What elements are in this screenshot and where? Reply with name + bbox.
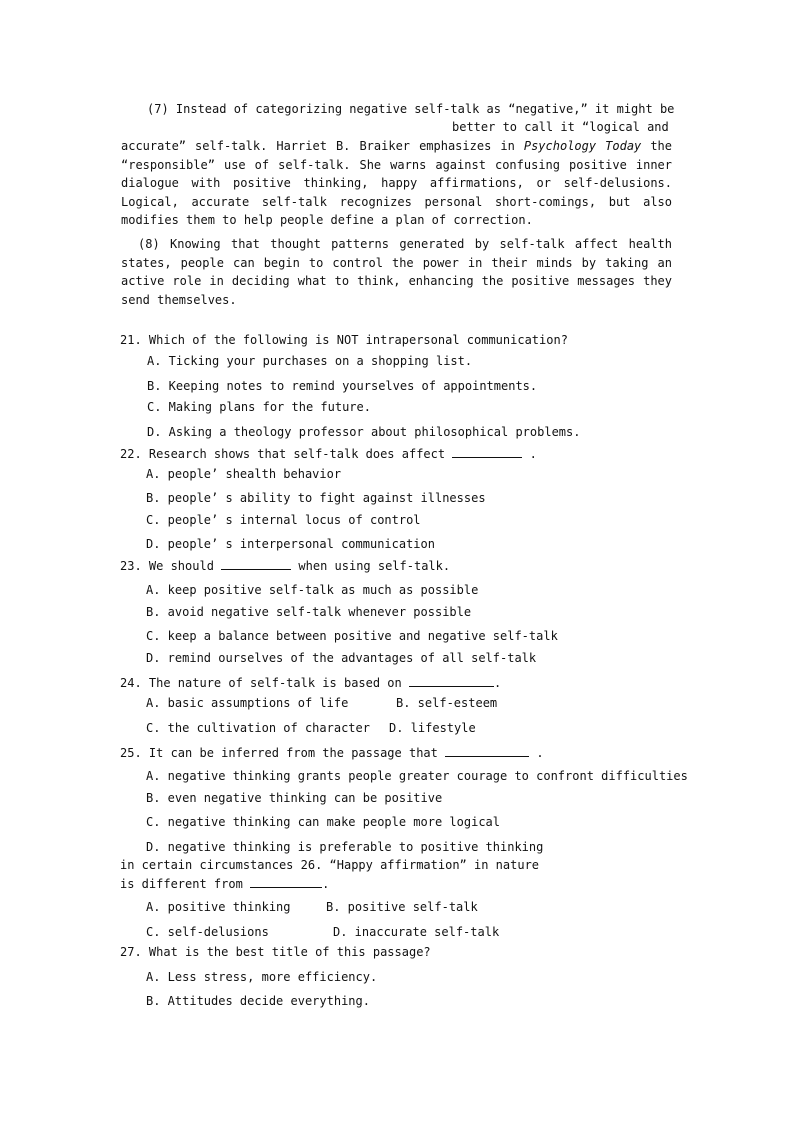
- question-21-option-d: D. Asking a theology professor about philosophical problems.: [147, 425, 581, 439]
- question-25-stem-end: .: [536, 746, 544, 760]
- question-27-option-a: A. Less stress, more efficiency.: [146, 970, 378, 984]
- question-22-stem-text: 22. Research shows that self-talk does affect: [120, 447, 446, 461]
- question-26-option-d: D. inaccurate self-talk: [333, 925, 500, 939]
- paragraph-7-text-a: accurate” self-talk. Harriet B. Braiker emphasizes in: [121, 139, 515, 153]
- question-27-stem: 27. What is the best title of this passage?: [120, 945, 431, 959]
- paragraph-7-text-b: the “responsible” use of self-talk. She warns against confusing positive inner dialogue with positive thinking, happy affirmations, or self-delusions. Logical, accurate self-talk recognizes personal short-comings, but also modifies them to help people define a plan of correction.: [121, 139, 673, 228]
- question-22-stem: [120, 445, 537, 462]
- question-24-option-b: B. self-esteem: [396, 696, 498, 710]
- question-26-stem-continued: [120, 875, 329, 892]
- paragraph-7-lead: (7) Instead of categorizing negative self-talk as “negative,” it might be: [147, 102, 675, 116]
- question-22-option-b: B. people’ s ability to fight against illnesses: [146, 491, 486, 505]
- question-25-stem: [120, 744, 544, 761]
- question-24-stem-text: 24. The nature of self-talk is based on: [120, 676, 402, 690]
- question-26-option-b: B. positive self-talk: [326, 900, 478, 914]
- question-23-option-b: B. avoid negative self-talk whenever possible: [146, 605, 472, 619]
- question-21-option-b: B. Keeping notes to remind yourselves of appointments.: [147, 379, 538, 393]
- paragraph-7-body: [121, 137, 672, 230]
- question-25-option-d: D. negative thinking is preferable to positive thinking: [146, 840, 544, 854]
- answer-blank: [221, 557, 291, 570]
- question-23-option-c: C. keep a balance between positive and negative self-talk: [146, 629, 558, 643]
- paragraph-8: (8) Knowing that thought patterns generated by self-talk affect health states, people can begin to control the power in their minds by taking an active role in deciding what to think, enhancing the positive messages they send themselves.: [121, 237, 672, 307]
- question-23-stem-text: 23. We should: [120, 559, 214, 573]
- question-26-option-c: C. self-delusions: [146, 925, 269, 939]
- question-25-stem-text: 25. It can be inferred from the passage that: [120, 746, 438, 760]
- question-25-option-a: A. negative thinking grants people greater courage to confront difficulties: [146, 769, 688, 783]
- question-22-option-c: C. people’ s internal locus of control: [146, 513, 421, 527]
- question-23-option-d: D. remind ourselves of the advantages of all self-talk: [146, 651, 537, 665]
- question-21-stem: 21. Which of the following is NOT intrapersonal communication?: [120, 333, 568, 347]
- question-24-option-a: A. basic assumptions of life: [146, 696, 349, 710]
- question-25-option-d-continued: in certain circumstances 26. “Happy affirmation” in nature: [120, 858, 540, 872]
- question-21-option-c: C. Making plans for the future.: [147, 400, 371, 414]
- question-23-option-a: A. keep positive self-talk as much as possible: [146, 583, 479, 597]
- question-26-stem-text: is different from: [120, 877, 243, 891]
- question-24-stem-end: .: [494, 676, 502, 690]
- question-26-stem-end: .: [322, 877, 330, 891]
- question-24-stem: [120, 674, 501, 691]
- question-22-option-a: A. people’ shealth behavior: [146, 467, 342, 481]
- question-25-option-c: C. negative thinking can make people more logical: [146, 815, 501, 829]
- answer-blank: [409, 674, 494, 687]
- question-22-option-d: D. people’ s interpersonal communication: [146, 537, 435, 551]
- question-27-option-b: B. Attitudes decide everything.: [146, 994, 370, 1008]
- answer-blank: [445, 744, 529, 757]
- question-24-option-d: D. lifestyle: [389, 721, 476, 735]
- question-25-option-b: B. even negative thinking can be positive: [146, 791, 443, 805]
- answer-blank: [452, 445, 522, 458]
- answer-blank: [250, 875, 322, 888]
- question-21-option-a: A. Ticking your purchases on a shopping list.: [147, 354, 473, 368]
- source-title: Psychology Today: [523, 139, 642, 153]
- question-26-option-a: A. positive thinking: [146, 900, 291, 914]
- question-24-option-c: C. the cultivation of character: [146, 721, 370, 735]
- question-23-stem: [120, 557, 450, 574]
- question-22-stem-end: .: [529, 447, 537, 461]
- question-23-stem-end: when using self-talk.: [298, 559, 451, 573]
- paragraph-7-line2: better to call it “logical and: [452, 120, 669, 134]
